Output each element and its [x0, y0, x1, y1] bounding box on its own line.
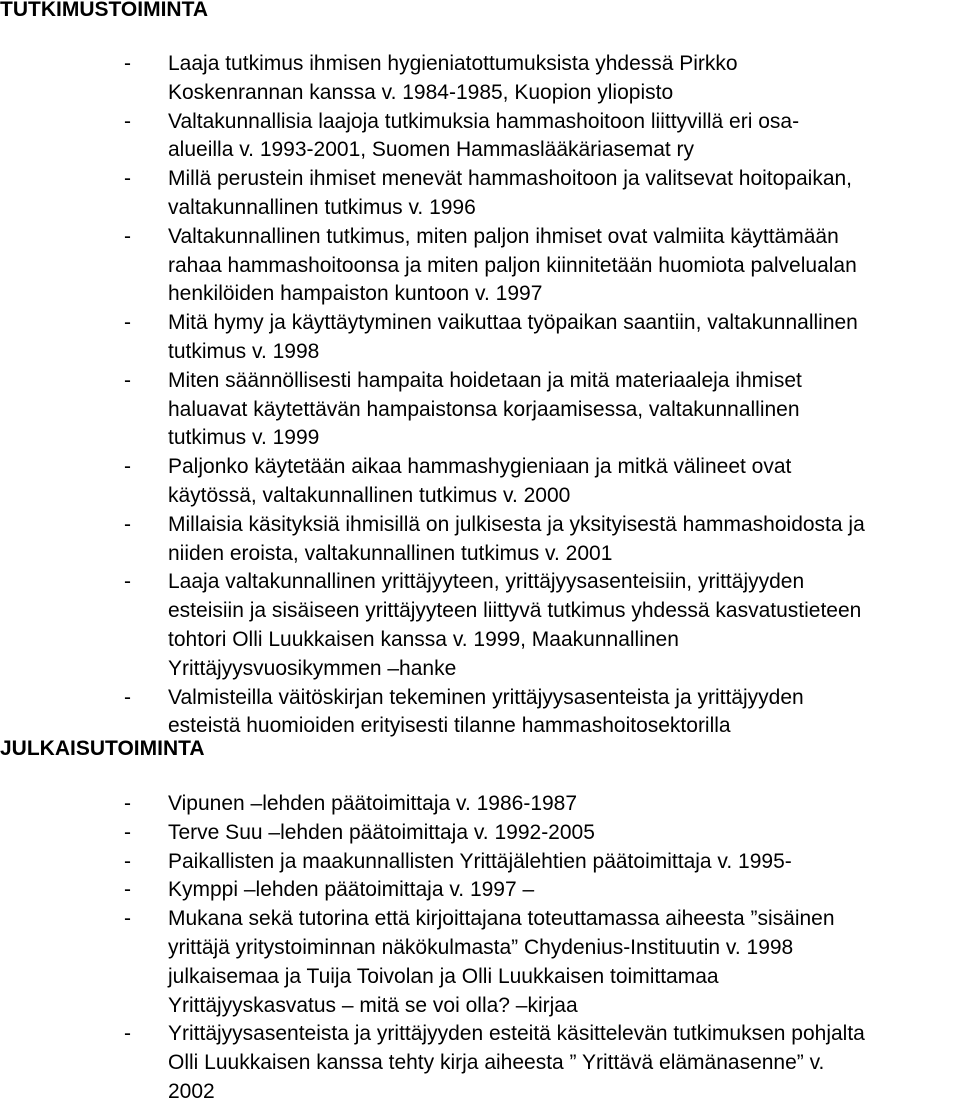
- list-item-line: Valmisteilla väitöskirjan tekeminen yrittäjyysasenteista ja yrittäjyyden: [168, 685, 804, 709]
- bullet-dash: -: [124, 849, 131, 873]
- bullet-dash: -: [124, 109, 131, 133]
- list-item-line: Mitä hymy ja käyttäytyminen vaikuttaa työpaikan saantiin, valtakunnallinen: [168, 311, 858, 335]
- bullet-dash: -: [124, 820, 131, 844]
- list-item-line: henkilöiden hampaiston kuntoon v. 1997: [168, 282, 543, 306]
- list-item-line: tutkimus v. 1998: [168, 339, 320, 363]
- section-heading-research: TUTKIMUSTOIMINTA: [0, 0, 209, 21]
- list-item-line: Olli Luukkaisen kanssa tehty kirja aiheesta ” Yrittävä elämänasenne” v.: [168, 1051, 825, 1075]
- bullet-dash: -: [124, 1022, 131, 1046]
- bullet-dash: -: [124, 878, 131, 902]
- list-item: [0, 684, 960, 742]
- list-item: [0, 223, 960, 309]
- section-heading-publications: JULKAISUTOIMINTA: [0, 737, 205, 760]
- list-item-line: tutkimus v. 1999: [168, 426, 320, 450]
- list-item-line: Miten säännöllisesti hampaita hoidetaan ja mitä materiaaleja ihmiset: [168, 368, 802, 392]
- list-item-line: alueilla v. 1993-2001, Suomen Hammaslääkäriasemat ry: [168, 138, 695, 162]
- list-item: [0, 568, 960, 683]
- list-item-line: tohtori Olli Luukkaisen kanssa v. 1999, Maakunnallinen: [168, 627, 679, 651]
- bullet-dash: -: [124, 311, 131, 335]
- list-item-line: Yrittäjyysvuosikymmen –hanke: [168, 656, 457, 680]
- list-item-line: esteistä huomioiden erityisesti tilanne hammashoitosektorilla: [168, 714, 731, 738]
- list-item: [0, 876, 960, 905]
- list-item-line: rahaa hammashoitoonsa ja miten paljon kiinnitetään huomiota palvelualan: [168, 253, 857, 277]
- bullet-dash: -: [124, 512, 131, 536]
- list-item-line: Valtakunnallinen tutkimus, miten paljon ihmiset ovat valmiita käyttämään: [168, 224, 839, 248]
- list-item-line: valtakunnallinen tutkimus v. 1996: [168, 195, 476, 219]
- list-item-line: Paljonko käytetään aikaa hammashygieniaan ja mitkä välineet ovat: [168, 455, 792, 479]
- list-item-line: Valtakunnallisia laajoja tutkimuksia hammashoitoon liittyvillä eri osa-: [168, 109, 800, 133]
- list-item-line: Terve Suu –lehden päätoimittaja v. 1992-2005: [168, 820, 595, 844]
- publications-list: [0, 790, 960, 1107]
- bullet-dash: -: [124, 368, 131, 392]
- list-item-line: Millä perustein ihmiset menevät hammashoitoon ja valitsevat hoitopaikan,: [168, 167, 853, 191]
- bullet-dash: -: [124, 685, 131, 709]
- list-item-line: Laaja tutkimus ihmisen hygieniatottumuksista yhdessä Pirkko: [168, 52, 738, 75]
- list-item: [0, 1020, 960, 1106]
- bullet-dash: -: [124, 455, 131, 479]
- list-item-line: Vipunen –lehden päätoimittaja v. 1986-1987: [168, 792, 578, 815]
- list-item-line: Mukana sekä tutorina että kirjoittajana toteuttamassa aiheesta ”sisäinen: [168, 907, 835, 931]
- list-item-line: julkaisemaa ja Tuija Toivolan ja Olli Luukkaisen toimittamaa: [168, 964, 719, 988]
- list-item-line: niiden eroista, valtakunnallinen tutkimus v. 2001: [168, 541, 613, 565]
- bullet-dash: -: [124, 224, 131, 248]
- list-item: [0, 511, 960, 569]
- list-item: [0, 453, 960, 511]
- list-item-line: Paikallisten ja maakunnallisten Yrittäjälehtien päätoimittaja v. 1995-: [168, 849, 792, 873]
- list-item: [0, 819, 960, 848]
- list-item-line: Koskenrannan kanssa v. 1984-1985, Kuopion yliopisto: [168, 80, 674, 104]
- list-item-line: Yrittäjyyskasvatus – mitä se voi olla? –kirjaa: [168, 993, 578, 1017]
- list-item: [0, 790, 960, 819]
- bullet-dash: -: [124, 52, 131, 75]
- list-item: [0, 367, 960, 453]
- research-list: [0, 50, 960, 741]
- list-item: [0, 905, 960, 1020]
- bullet-dash: -: [124, 167, 131, 191]
- list-item: [0, 848, 960, 877]
- list-item-line: Millaisia käsityksiä ihmisillä on julkisesta ja yksityisestä hammashoidosta ja: [168, 512, 865, 536]
- list-item-line: haluavat käytettävän hampaistonsa korjaamisessa, valtakunnallinen: [168, 397, 800, 421]
- list-item-line: Kymppi –lehden päätoimittaja v. 1997 –: [168, 878, 535, 902]
- list-item-line: käytössä, valtakunnallinen tutkimus v. 2000: [168, 483, 571, 507]
- list-item: [0, 309, 960, 367]
- list-item-line: esteisiin ja sisäiseen yrittäjyyteen liittyvä tutkimus yhdessä kasvatustieteen: [168, 599, 862, 623]
- list-item: [0, 165, 960, 223]
- list-item: [0, 50, 960, 108]
- list-item-line: yrittäjä yritystoiminnan näkökulmasta” Chydenius-Instituutin v. 1998: [168, 935, 794, 959]
- bullet-dash: -: [124, 907, 131, 931]
- bullet-dash: -: [124, 570, 131, 594]
- bullet-dash: -: [124, 792, 131, 815]
- list-item: [0, 108, 960, 166]
- list-item-line: 2002: [168, 1079, 215, 1103]
- list-item-line: Yrittäjyysasenteista ja yrittäjyyden esteitä käsittelevän tutkimuksen pohjalta: [168, 1022, 865, 1046]
- list-item-line: Laaja valtakunnallinen yrittäjyyteen, yrittäjyysasenteisiin, yrittäjyyden: [168, 570, 805, 594]
